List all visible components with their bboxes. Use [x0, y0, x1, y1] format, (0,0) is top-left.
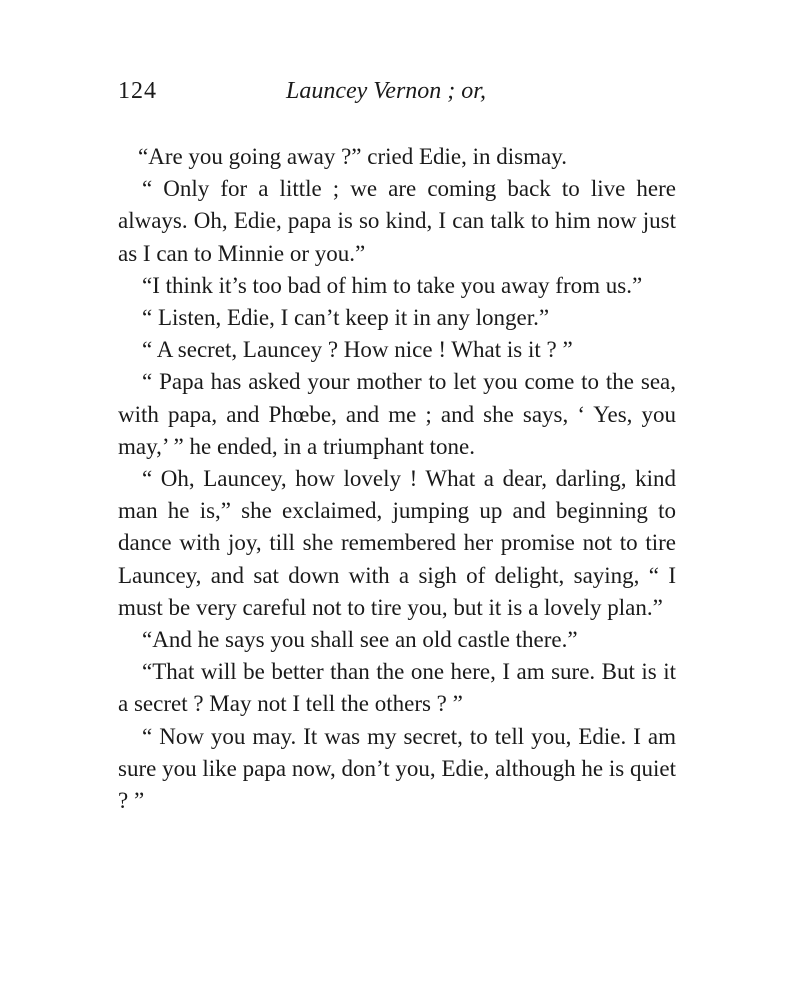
paragraph: “Are you going away ?” cried Edie, in dismay. — [138, 144, 567, 169]
body-text — [118, 141, 676, 817]
paragraph: “And he says you shall see an old castle there.” — [142, 627, 578, 653]
paragraph: “ Only for a little ; we are coming back to live here always. Oh, Edie, papa is so kind, I can talk to him now just as I can to Minnie or you.” — [118, 176, 676, 266]
running-title: Launcey Vernon ; or, — [286, 78, 486, 104]
book-page — [118, 78, 676, 817]
paragraph: “ Papa has asked your mother to let you come to the sea, with papa, and Phœbe, and me ; and she says, ‘ Yes, you may,’ ” he ended, in a triumphant tone. — [118, 369, 676, 459]
paragraph: “ Now you may. It was my secret, to tell you, Edie. I am sure you like papa now, don’t you, Edie, although he is quiet ? ” — [118, 723, 676, 814]
page-header — [118, 78, 676, 118]
paragraph: “That will be better than the one here, I am sure. But is it a secret ? May not I tell the others ? ” — [118, 659, 676, 717]
paragraph: “ A secret, Launcey ? How nice ! What is it ? ” — [142, 337, 573, 363]
paragraph: “ Oh, Launcey, how lovely ! What a dear, darling, kind man he is,” she exclaimed, jumping up and beginning to dance with joy, till she remembered her promise not to tire Launcey, and sat down with a sigh of delight, saying, “ I must be very careful not to tire you, but it is a lovely plan.” — [118, 466, 676, 620]
paragraph: “ Listen, Edie, I can’t keep it in any longer.” — [142, 305, 550, 331]
paragraph: “I think it’s too bad of him to take you away from us.” — [142, 272, 643, 298]
page-number: 124 — [118, 78, 157, 104]
